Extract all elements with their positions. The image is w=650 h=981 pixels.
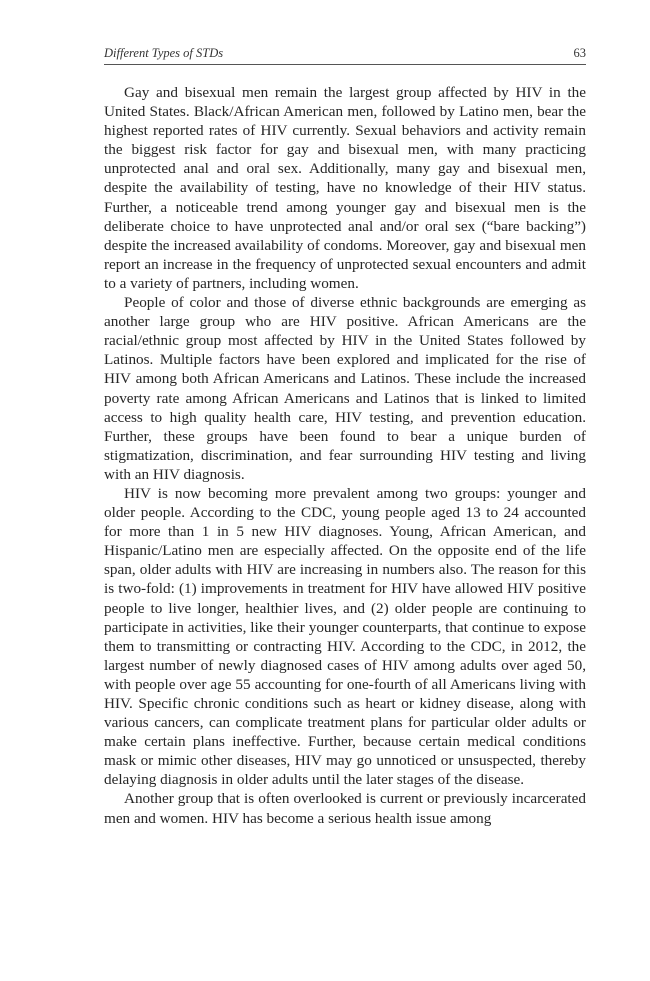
- page-number: 63: [573, 46, 586, 60]
- paragraph-gay-bisexual-men: Gay and bisexual men remain the largest group affected by HIV in the United States. Black/African American men, followed by Latino men, bear the highest reported rates of HIV currently. Sexual behaviors and activity remain the biggest risk factor for gay and bisexual men, with many practicing unprotected anal and oral sex. Additionally, many gay and bisexual men, despite the availability of testing, have no knowledge of their HIV status. Further, a noticeable trend among younger gay and bisexual men is the deliberate choice to have unprotected anal and/or oral sex (“bare backing”) despite the increased availability of condoms. Moreover, gay and bisexual men report an increase in the frequency of unprotected sexual encounters and admit to a variety of partners, including women.: [104, 84, 586, 292]
- paragraph-incarcerated: Another group that is often overlooked is current or previously incarcerated men and women. HIV has become a serious health issue among: [104, 790, 586, 827]
- paragraph-people-of-color: People of color and those of diverse ethnic backgrounds are emerging as another large group who are HIV positive. African Americans are the racial/ethnic group most affected by HIV in the United States followed by Latinos. Multiple factors have been explored and implicated for the rise of HIV among both African Americans and Latinos. These include the increased poverty rate among African Americans and Latinos that is linked to limited access to high quality health care, HIV testing, and prevention education. Further, these groups have been found to bear a unique burden of stigmatization, discrimination, and fear surrounding HIV testing and living with an HIV diagnosis.: [104, 294, 586, 483]
- running-header: [104, 46, 586, 65]
- book-page: [104, 46, 586, 828]
- body-text: [104, 83, 586, 828]
- paragraph-younger-older-people: HIV is now becoming more prevalent among two groups: younger and older people. According to the CDC, young people aged 13 to 24 accounted for more than 1 in 5 new HIV diagnoses. Young, African American, and Hispanic/Latino men are especially affected. On the opposite end of the life span, older adults with HIV are increasing in numbers also. The reason for this is two-fold: (1) improvements in treatment for HIV have allowed HIV positive people to live longer, healthier lives, and (2) older people are continuing to participate in activities, like their younger counterparts, that continue to expose them to transmitting or contracting HIV. According to the CDC, in 2012, the largest number of newly diagnosed cases of HIV among adults over aged 50, with people over age 55 accounting for one-fourth of all Americans living with HIV. Specific chronic conditions such as heart or kidney disease, along with various cancers, can complicate treatment plans for particular older adults or make certain plans ineffective. Further, because certain medical conditions mask or mimic other diseases, HIV may go unnoticed or unsuspected, thereby delaying diagnosis in older adults until the later stages of the disease.: [104, 484, 586, 789]
- running-title: Different Types of STDs: [104, 46, 224, 60]
